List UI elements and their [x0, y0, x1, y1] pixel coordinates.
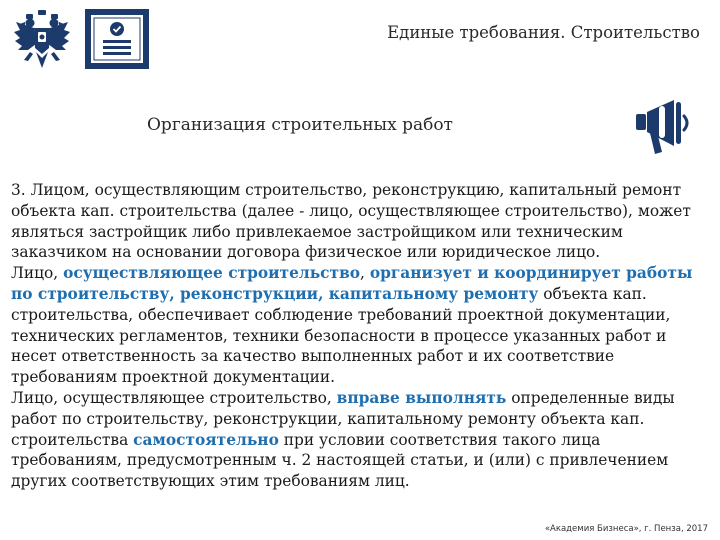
paragraph-2	[11, 263, 711, 388]
text-span: объекта кап. строительства, обеспечивает соблюдение требований проектной документации, технических регламентов, техники безопасности в процессе указанных работ и несет ответственность за качество выполненных работ и их соответствие требованиям проектной документации.	[11, 284, 671, 387]
footer-text: «Академия Бизнеса», г. Пенза, 2017	[544, 524, 708, 534]
highlight-text: вправе выполнять	[336, 388, 507, 407]
text-span: при условии соответствия такого лица требованиям, предусмотренным ч. 2 настоящей статьи, и (или) с привлечением других соответствующих этим требованиям лиц.	[11, 430, 669, 491]
certificate-document-icon	[84, 8, 150, 70]
highlight-text: организует и координирует работы по строительству, реконструкции, капитальному ремонту	[11, 264, 693, 303]
section-title: Организация строительных работ	[147, 115, 453, 135]
highlight-text: самостоятельно	[133, 430, 279, 449]
double-headed-eagle-icon	[12, 8, 72, 72]
text-span: Лицо, осуществляющее строительство,	[11, 388, 337, 407]
body-text	[11, 180, 711, 492]
megaphone-icon	[632, 96, 694, 156]
highlight-text: осуществляющее строительство	[63, 264, 361, 283]
text-span: Лицо,	[11, 264, 64, 283]
text-span: ,	[360, 264, 370, 283]
header-title: Единые требования. Строительство	[387, 23, 700, 42]
text-span: определенные виды работ по строительству, реконструкции, капитальному ремонту объекта кап. строительства	[11, 388, 675, 449]
paragraph-1: 3. Лицом, осуществляющим строительство, реконструкцию, капитальный ремонт объекта кап. строительства (далее - лицо, осуществляющее строительство), может являться застройщик либо привлекаемое застройщиком или техническим заказчиком на основании договора физическое или юридическое лицо.	[11, 181, 691, 262]
paragraph-3	[11, 388, 711, 492]
